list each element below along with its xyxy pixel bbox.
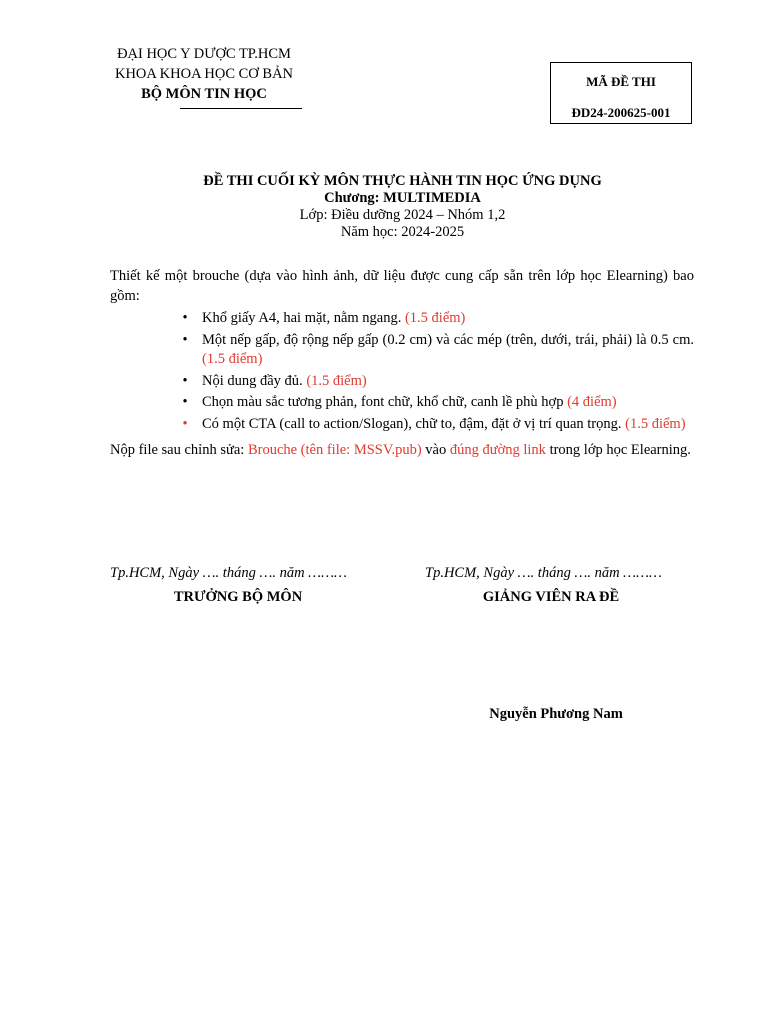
left-signature-date: Tp.HCM, Ngày …. tháng …. năm ……… — [110, 565, 347, 581]
exam-body — [110, 267, 694, 461]
institution-header — [110, 44, 298, 104]
task-score: (1.5 điểm) — [306, 372, 367, 389]
bullet-icon: • — [182, 394, 188, 410]
task-list — [110, 309, 694, 434]
submit-suffix: trong lớp học Elearning. — [545, 442, 691, 458]
exam-code-label: MÃ ĐỀ THI — [586, 74, 656, 89]
bullet-icon: • — [182, 310, 188, 326]
task-intro: Thiết kế một brouche (dựa vào hình ảnh, dữ liệu được cung cấp sẵn trên lớp học Elearning) bao gồm: — [110, 268, 694, 304]
head-of-department-title: TRƯỞNG BỘ MÔN — [173, 589, 303, 605]
task-text: Có một CTA (call to action/Slogan), chữ to, đậm, đặt ở vị trí quan trọng. — [202, 415, 626, 432]
faculty-name: KHOA KHOA HỌC CƠ BẢN — [114, 66, 294, 82]
university-name: ĐẠI HỌC Y DƯỢC TP.HCM — [117, 46, 291, 62]
lecturer-title: GIẢNG VIÊN RA ĐỀ — [482, 589, 620, 605]
bullet-icon: • — [182, 415, 188, 432]
bullet-icon: • — [182, 372, 188, 389]
submit-mid: vào — [421, 442, 450, 458]
list-item — [110, 393, 694, 413]
list-item — [110, 372, 694, 392]
task-text: Khổ giấy A4, hai mặt, nằm ngang. — [202, 310, 405, 326]
task-score: (1.5 điểm) — [202, 351, 263, 367]
exam-code-value: ĐD24-200625-001 — [571, 105, 671, 120]
exam-title-block — [0, 173, 768, 241]
list-item — [110, 309, 694, 329]
submission-instructions — [110, 441, 694, 461]
submit-file: Brouche (tên file: MSSV.pub) — [247, 442, 422, 458]
submit-link: đúng đường link — [449, 442, 546, 458]
department-underline — [180, 108, 302, 109]
list-item — [110, 415, 694, 435]
task-text: Chọn màu sắc tương phản, font chữ, khổ chữ, canh lề phù hợp — [202, 394, 568, 410]
list-item — [110, 331, 694, 370]
exam-title: ĐỀ THI CUỐI KỲ MÔN THỰC HÀNH TIN HỌC ỨNG DỤNG — [203, 173, 602, 189]
bullet-icon: • — [182, 331, 188, 348]
right-signature-date: Tp.HCM, Ngày …. tháng …. năm ……… — [425, 565, 662, 581]
exam-chapter: Chương: MULTIMEDIA — [324, 190, 481, 206]
task-score: (4 điểm) — [567, 394, 617, 410]
lecturer-name: Nguyễn Phương Nam — [489, 706, 623, 722]
exam-class: Lớp: Điều dưỡng 2024 – Nhóm 1,2 — [299, 207, 506, 223]
exam-code-box — [550, 62, 692, 124]
task-text: Nội dung đầy đủ. — [202, 372, 307, 389]
task-score: (1.5 điểm) — [404, 310, 466, 326]
task-text: Một nếp gấp, độ rộng nếp gấp (0.2 cm) và các mép (trên, dưới, trái, phải) là 0.5 cm. — [202, 331, 694, 348]
department-name: BỘ MÔN TIN HỌC — [141, 86, 267, 102]
exam-year: Năm học: 2024-2025 — [340, 224, 465, 240]
task-score: (1.5 điểm) — [625, 415, 686, 432]
submit-prefix: Nộp file sau chỉnh sửa: — [110, 442, 248, 458]
